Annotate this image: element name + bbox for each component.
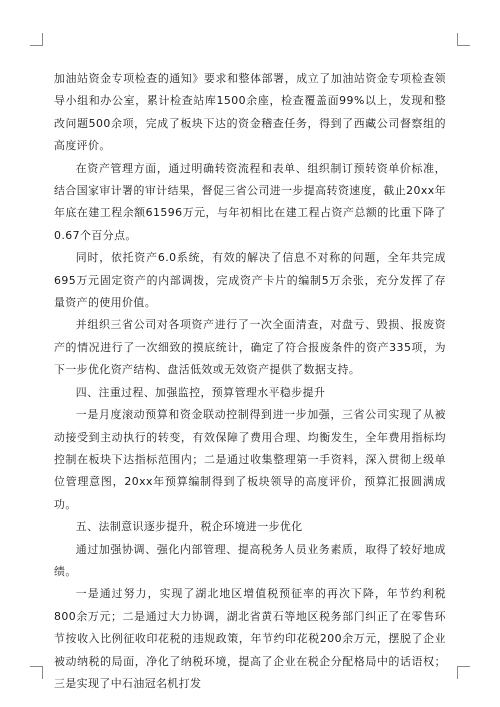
document-body <box>54 68 446 695</box>
paragraph-asset-management: 在资产管理方面，通过明确转资流程和表单、组织制订预转资单价标准，结合国家审计署的审计结果，督促三省公司进一步提高转资速度，截止20xx年年底在建工程余额61596万元，与年初相比在建工程占资产总额的比重下降了0.67个百分点。 <box>54 161 446 242</box>
paragraph-tax-details: 一是通过努力，实现了湖北地区增值税预征率的再次下降，年节约利税800余万元；二是通过大力协调，湖北省黄石等地区税务部门纠正了在零售环节按收入比例征收印花税的违规政策，年节约印花税200余万元，摆脱了企业被动纳税的局面，净化了纳税环境，提高了企业在税企分配格局中的话语权；三是实现了中石油冠名机打发 <box>54 587 446 690</box>
paragraph-budget: 一是月度滚动预算和资金联动控制得到进一步加强，三省公司实现了从被动接受到主动执行的转变，有效保障了费用合理、均衡发生，全年费用指标均控制在板块下达指标范围内；二是通过收集整理第一手资料，深入贯彻上级单位管理意图，20xx年预算编制得到了板块领导的高度评价，预算汇报圆满成功。 <box>54 408 446 511</box>
crop-mark-top-left <box>30 33 43 46</box>
crop-mark-top-right <box>457 33 470 46</box>
crop-mark-bottom-right <box>457 666 470 679</box>
section-heading-tax: 五、法制意识逐步提升，税企环境进一步优化 <box>75 520 303 534</box>
paragraph-asset-system: 同时，依托资产6.0系统，有效的解决了信息不对称的问题，全年共完成695万元固定资产的内部调拨，完成资产卡片的编制5万余张，充分发挥了存量资产的使用价值。 <box>54 251 446 310</box>
paragraph-asset-inventory: 并组织三省公司对各项资产进行了一次全面清查，对盘亏、毁损、报废资产的情况进行了一次细致的摸底统计，确定了符合报废条件的资产335项，为下一步优化资产结构、盘活低效或无效资产提供了数据支持。 <box>54 318 446 377</box>
paragraph-tax-intro: 通过加强协调、强化内部管理、提高税务人员业务素质，取得了较好地成绩。 <box>54 542 446 578</box>
crop-mark-bottom-left <box>30 666 43 679</box>
section-heading-budget: 四、注重过程、加强监控，预算管理水平稳步提升 <box>75 385 326 399</box>
paragraph-continuation: 加油站资金专项检查的通知》要求和整体部署，成立了加油站资金专项检查领导小组和办公室，累计检查站库1500余座，检查覆盖面99%以上，发现和整改问题500余项，完成了板块下达的资金稽查任务，得到了西藏公司督察组的高度评价。 <box>54 72 446 153</box>
